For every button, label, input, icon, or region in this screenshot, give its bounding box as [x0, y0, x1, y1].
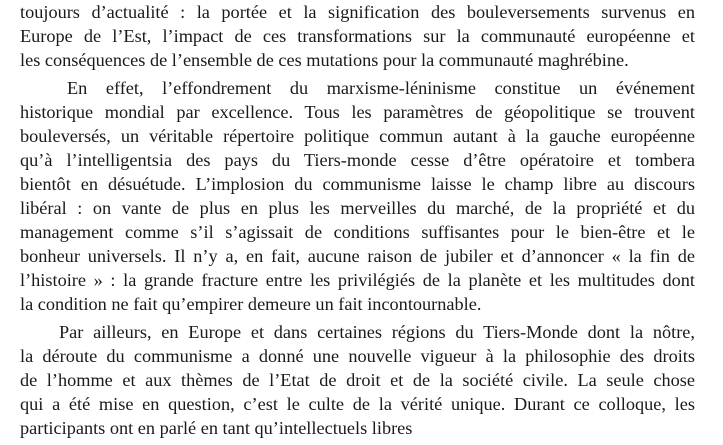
text-line: bonheur universels. Il n’y a, en fait, aucune raison de jubiler et d’annoncer « la fin de [20, 246, 695, 266]
text-line: les conséquences de l’ensemble de ces mutations pour la communauté maghrébine. [20, 50, 629, 70]
text-line: qu’à l’intelligentsia des pays du Tiers-monde cesse d’être opératoire et tombera [20, 150, 695, 170]
text-line: de l’homme et aux thèmes de l’Etat de droit et de la société civile. La seule chose [20, 370, 695, 390]
text-line: libéral : on vante de plus en plus les merveilles du marché, de la propriété et du [20, 198, 695, 218]
text-line: management comme s’il s’agissait de conditions suffisantes pour le bien-être et le [20, 222, 695, 242]
text-line: la déroute du communisme a donné une nouvelle vigueur à la philosophie des droits [20, 346, 695, 366]
text-line: En effet, l’effondrement du marxisme-léninisme constitue un événement [67, 78, 695, 98]
text-line: bouleversés, un véritable répertoire politique commun autant à la gauche européenne [20, 126, 695, 146]
text-line: bientôt en désuétude. L’implosion du communisme laisse le champ libre au discours [20, 174, 695, 194]
text-line: l’histoire » : la grande fracture entre les privilégiés de la planète et les multitudes dont [20, 270, 695, 290]
text-line: Par ailleurs, en Europe et dans certaines régions du Tiers-Monde dont la nôtre, [59, 322, 695, 342]
text-line: historique mondial par excellence. Tous les paramètres de géopolitique se trouvent [20, 102, 695, 122]
text-line: toujours d’actualité : la portée et la signification des bouleversements survenus en [20, 2, 695, 22]
text-line: participants ont en parlé en tant qu’intellectuels libres [20, 418, 413, 438]
text-line: la condition ne fait qu’empirer demeure un fait incontournable. [20, 294, 482, 314]
text-line: Europe de l’Est, l’impact de ces transformations sur la communauté européenne et [20, 26, 695, 46]
text-line: qui a été mise en question, c’est le culte de la vérité unique. Durant ce colloque, les [20, 394, 695, 414]
